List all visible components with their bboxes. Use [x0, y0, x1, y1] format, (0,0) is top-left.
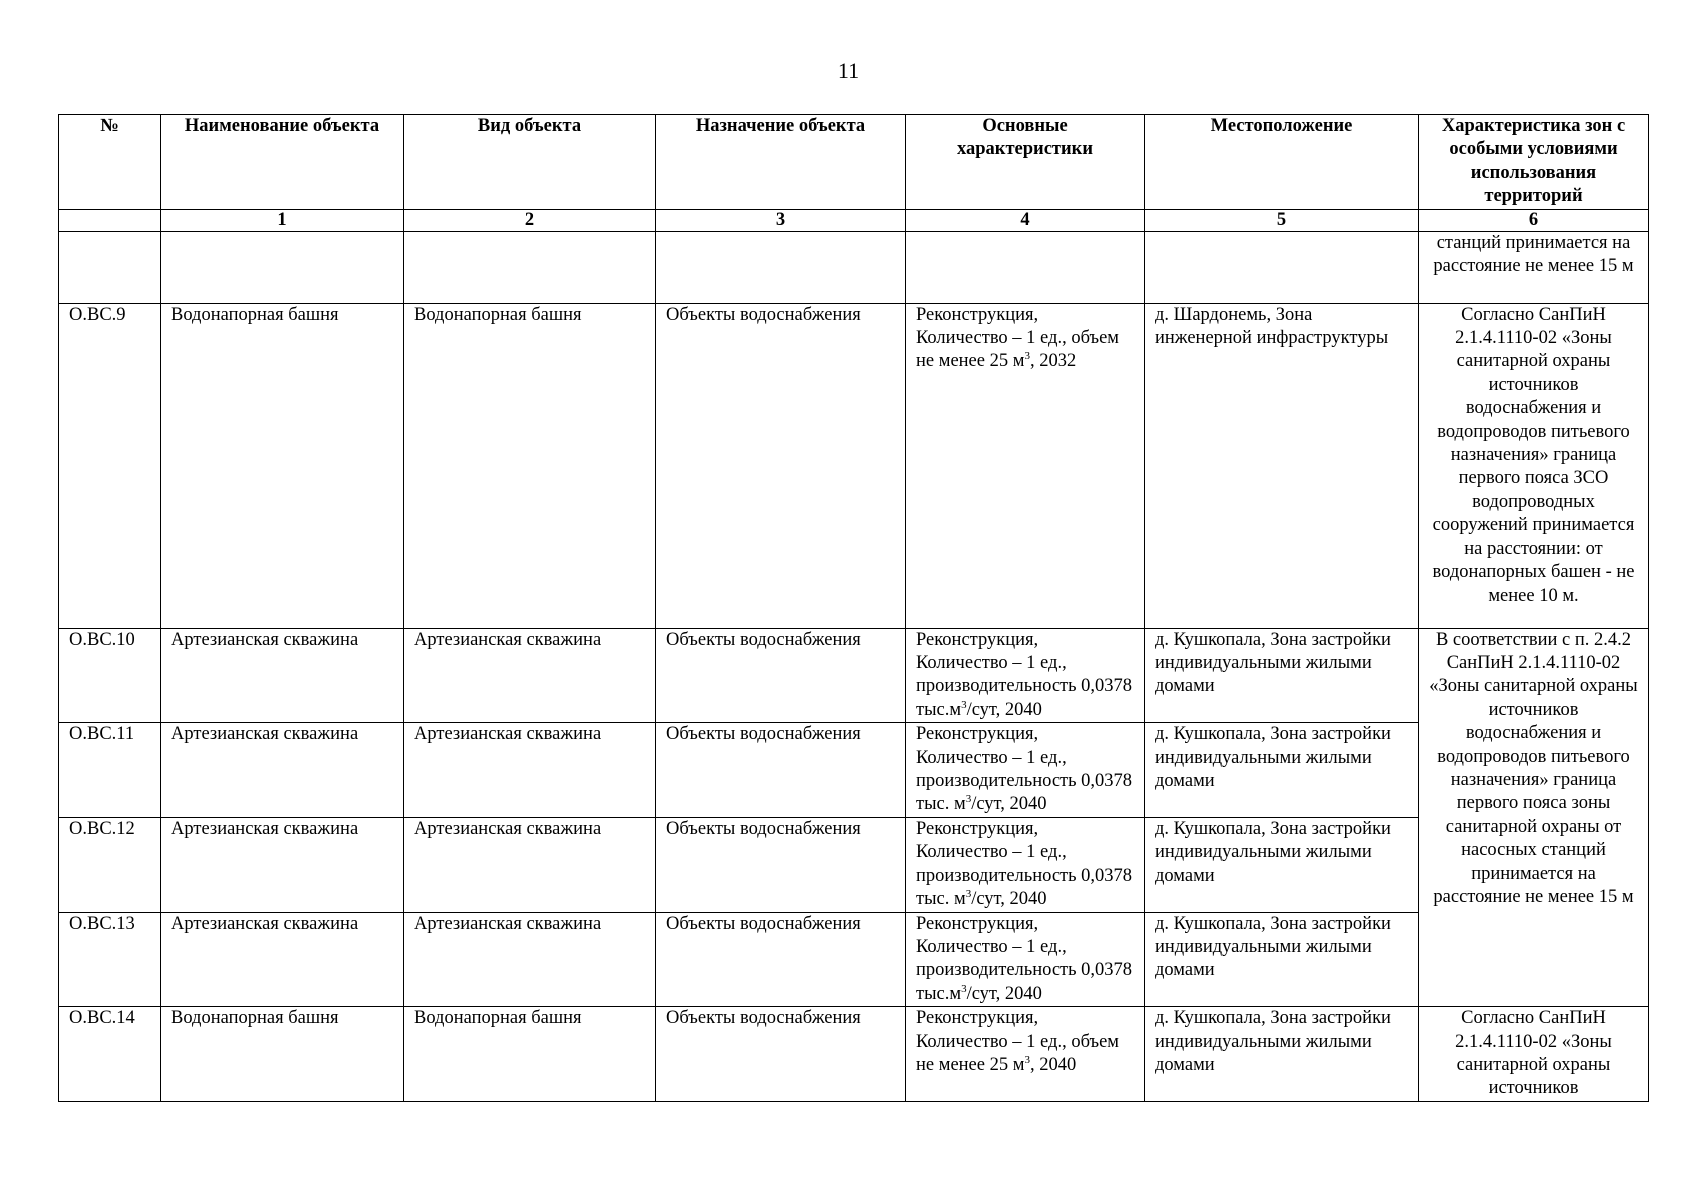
column-number: 2: [404, 209, 656, 231]
object-name: Артезианская скважина: [161, 723, 404, 818]
superscript: 3: [1024, 1053, 1030, 1066]
object-purpose: Объекты водоснабжения: [656, 912, 906, 1007]
header-num: №: [59, 115, 161, 210]
object-name: Артезианская скважина: [161, 912, 404, 1007]
object-number: О.ВС.10: [59, 628, 161, 723]
object-number: О.ВС.9: [59, 303, 161, 628]
header-characteristics: Основные характеристики: [906, 115, 1145, 210]
object-characteristics: Реконструкция, Количество – 1 ед., объем не менее 25 $м^3$, 2040: [906, 1007, 1145, 1102]
table-row: [59, 817, 1649, 912]
object-purpose: Объекты водоснабжения: [656, 628, 906, 723]
page-number: 11: [837, 58, 860, 83]
header-zone: Характеристика зон с особыми условиями использования территорий: [1419, 115, 1649, 210]
superscript: 3: [961, 982, 967, 995]
superscript: 3: [961, 698, 967, 711]
object-purpose: Объекты водоснабжения: [656, 1007, 906, 1102]
column-number: 3: [656, 209, 906, 231]
object-name: Артезианская скважина: [161, 628, 404, 723]
object-name: Артезианская скважина: [161, 817, 404, 912]
column-number: 6: [1419, 209, 1649, 231]
object-name: Водонапорная башня: [161, 303, 404, 628]
object-location: д. Кушкопала, Зона застройки индивидуальными жилыми домами: [1145, 1007, 1419, 1102]
column-numbers-row: [59, 209, 1649, 231]
zone-cell: Согласно СанПиН 2.1.4.1110-02 «Зоны санитарной охраны источников водоснабжения и водопроводов питьевого назначения» граница первого пояса ЗСО водопроводных сооружений принимается на расстоянии: от водонапорных башен - не менее 10 м.: [1419, 303, 1649, 628]
zone-cell: В соответствии с п. 2.4.2 СанПиН 2.1.4.1110-02 «Зоны санитарной охраны источников водоснабжения и водопроводов питьевого назначения» граница первого пояса зоны санитарной охраны от насосных станций принимается на расстояние не менее 15 м: [1419, 628, 1649, 1007]
superscript: 3: [965, 887, 972, 900]
object-number: О.ВС.12: [59, 817, 161, 912]
header-row: [59, 115, 1649, 210]
table-row: [59, 723, 1649, 818]
object-characteristics: Реконструкция, Количество – 1 ед., производительность 0,0378 тыс. $м^3$/сут, 2040: [906, 723, 1145, 818]
object-location: д. Кушкопала, Зона застройки индивидуальными жилыми домами: [1145, 817, 1419, 912]
object-location: д. Кушкопала, Зона застройки индивидуальными жилыми домами: [1145, 912, 1419, 1007]
header-location: Местоположение: [1145, 115, 1419, 210]
object-kind: Артезианская скважина: [404, 817, 656, 912]
object-characteristics: Реконструкция, Количество – 1 ед., производительность 0,0378 $тыс.м^3$/сут, 2040: [906, 628, 1145, 723]
object-purpose: Объекты водоснабжения: [656, 303, 906, 628]
object-purpose: Объекты водоснабжения: [656, 817, 906, 912]
object-kind: Водонапорная башня: [404, 303, 656, 628]
objects-table: [58, 114, 1649, 1102]
table-row-continuation: [59, 231, 1649, 303]
object-location: д. Кушкопала, Зона застройки индивидуальными жилыми домами: [1145, 628, 1419, 723]
superscript: 3: [965, 793, 972, 806]
object-location: д. Кушкопала, Зона застройки индивидуальными жилыми домами: [1145, 723, 1419, 818]
table-row: [59, 1007, 1649, 1102]
zone-cell: станций принимается на расстояние не менее 15 м: [1419, 231, 1649, 303]
superscript: 3: [1024, 350, 1030, 363]
object-characteristics: Реконструкция, Количество – 1 ед., объем не менее 25 $м^3$, 2032: [906, 303, 1145, 628]
object-location: д. Шардонемь, Зона инженерной инфраструктуры: [1145, 303, 1419, 628]
object-number: О.ВС.14: [59, 1007, 161, 1102]
header-name: Наименование объекта: [161, 115, 404, 210]
object-kind: Водонапорная башня: [404, 1007, 656, 1102]
column-number: [59, 209, 161, 231]
column-number: 5: [1145, 209, 1419, 231]
object-kind: Артезианская скважина: [404, 628, 656, 723]
column-number: 4: [906, 209, 1145, 231]
object-kind: Артезианская скважина: [404, 723, 656, 818]
object-name: Водонапорная башня: [161, 1007, 404, 1102]
table-row: [59, 912, 1649, 1007]
object-purpose: Объекты водоснабжения: [656, 723, 906, 818]
object-characteristics: Реконструкция, Количество – 1 ед., производительность 0,0378 тыс. $м^3$/сут, 2040: [906, 817, 1145, 912]
header-purpose: Назначение объекта: [656, 115, 906, 210]
object-number: О.ВС.11: [59, 723, 161, 818]
object-characteristics: Реконструкция, Количество – 1 ед., производительность 0,0378 $тыс.м^3$/сут, 2040: [906, 912, 1145, 1007]
object-number: О.ВС.13: [59, 912, 161, 1007]
object-kind: Артезианская скважина: [404, 912, 656, 1007]
table-row: [59, 628, 1649, 723]
table-row: [59, 303, 1649, 628]
header-kind: Вид объекта: [404, 115, 656, 210]
zone-cell: Согласно СанПиН 2.1.4.1110-02 «Зоны санитарной охраны источников: [1419, 1007, 1649, 1102]
column-number: 1: [161, 209, 404, 231]
